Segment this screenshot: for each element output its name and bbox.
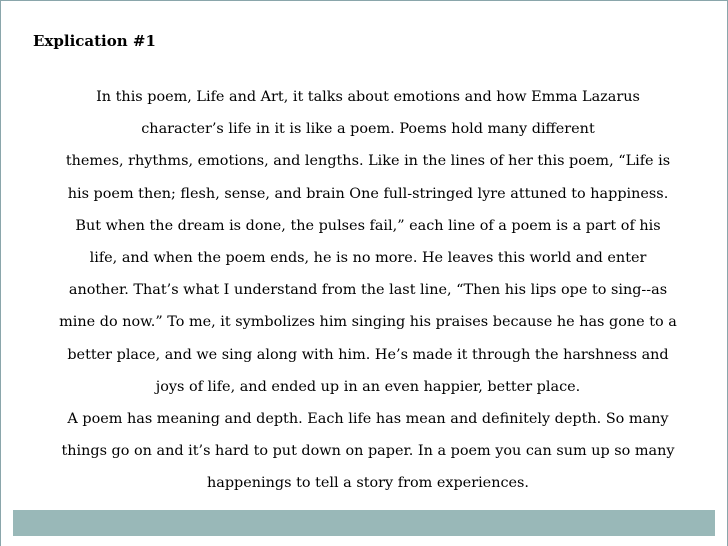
body-line: life, and when the poem ends, he is no more. He leaves this world and enter <box>89 250 647 267</box>
body-line: In this poem, Life and Art, it talks about emotions and how Emma Lazarus <box>96 89 640 105</box>
body-line: mine do now.” To me, it symbolizes him singing his praises because he has gone to a <box>59 314 677 331</box>
body-line: another. That’s what I understand from the last line, “Then his lips ope to sing--as <box>68 282 668 299</box>
body-line: things go on and it’s hard to put down on paper. In a poem you can sum up so many <box>61 443 675 460</box>
body-line: themes, rhythms, emotions, and lengths. Like in the lines of her this poem, “Life is <box>65 153 671 170</box>
body-line: happenings to tell a story from experiences. <box>206 475 530 492</box>
body-line: his poem then; flesh, sense, and brain One full-stringed lyre attuned to happiness. <box>67 185 669 202</box>
body-line: better place, and we sing along with him. He’s made it through the harshness and <box>67 346 669 363</box>
explication-body <box>29 81 707 500</box>
slide-title: Explication #1 <box>33 32 156 50</box>
body-line: A poem has meaning and depth. Each life has mean and definitely depth. So many <box>67 411 669 428</box>
body-line: joys of life, and ended up in an even happier, better place. <box>155 378 581 395</box>
body-line: character’s life in it is like a poem. Poems hold many different <box>141 121 595 138</box>
footer-bar <box>13 510 715 536</box>
body-line: But when the dream is done, the pulses fail,” each line of a poem is a part of his <box>75 217 661 234</box>
